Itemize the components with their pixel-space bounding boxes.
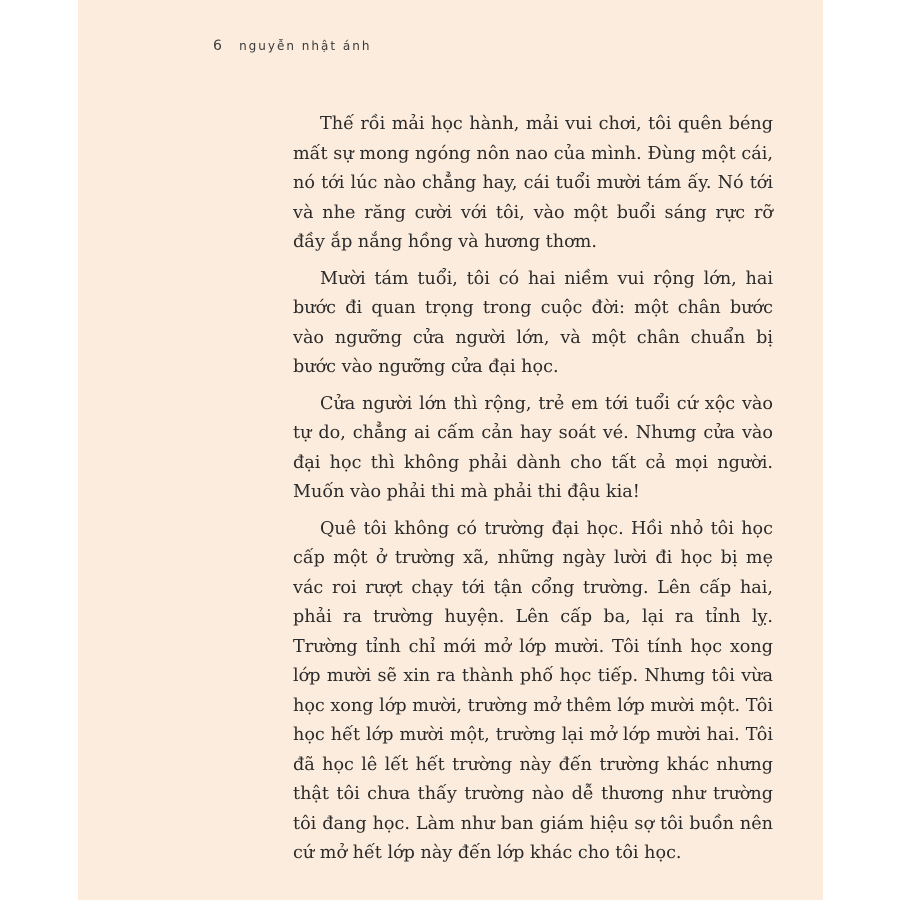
- author-name: nguyễn nhật ánh: [239, 39, 372, 53]
- running-head: [213, 38, 371, 54]
- paragraph: Cửa người lớn thì rộng, trẻ em tới tuổi cứ xộc vào tự do, chẳng ai cấm cản hay soát vé. Nhưng cửa vào đại học thì không phải dành cho tất cả mọi người. Muốn vào phải thi mà phải thi đậu kia!: [293, 393, 773, 502]
- paragraph: Thế rồi mải học hành, mải vui chơi, tôi quên béng mất sự mong ngóng nôn nao của mình. Đùng một cái, nó tới lúc nào chẳng hay, cái tuổi mười tám ấy. Nó tới và nhe răng cười với tôi, vào một buổi sáng rực rỡ đầy ắp nắng hồng và hương thơm.: [293, 114, 773, 252]
- book-page: [78, 0, 823, 900]
- paragraph: Mười tám tuổi, tôi có hai niềm vui rộng lớn, hai bước đi quan trọng trong cuộc đời: một chân bước vào ngưỡng cửa người lớn, và một chân chuẩn bị bước vào ngưỡng cửa đại học.: [293, 268, 773, 377]
- body-text: [293, 110, 773, 876]
- page-number: 6: [213, 38, 223, 54]
- paragraph: Quê tôi không có trường đại học. Hồi nhỏ tôi học cấp một ở trường xã, những ngày lười đi học bị mẹ vác roi rượt chạy tới tận cổng trường. Lên cấp hai, phải ra trường huyện. Lên cấp ba, lại ra tỉnh lỵ. Trường tỉnh chỉ mới mở lớp mười. Tôi tính học xong lớp mười sẽ xin ra thành phố học tiếp. Nhưng tôi vừa học xong lớp mười, trường mở thêm lớp mười một. Tôi học hết lớp mười một, trường lại mở lớp mười hai. Tôi đã học lê lết hết trường này đến trường khác nhưng thật tôi chưa thấy trường nào dễ thương như trường tôi đang học. Làm như ban giám hiệu sợ tôi buồn nên cứ mở hết lớp này đến lớp khác cho tôi học.: [293, 518, 773, 863]
